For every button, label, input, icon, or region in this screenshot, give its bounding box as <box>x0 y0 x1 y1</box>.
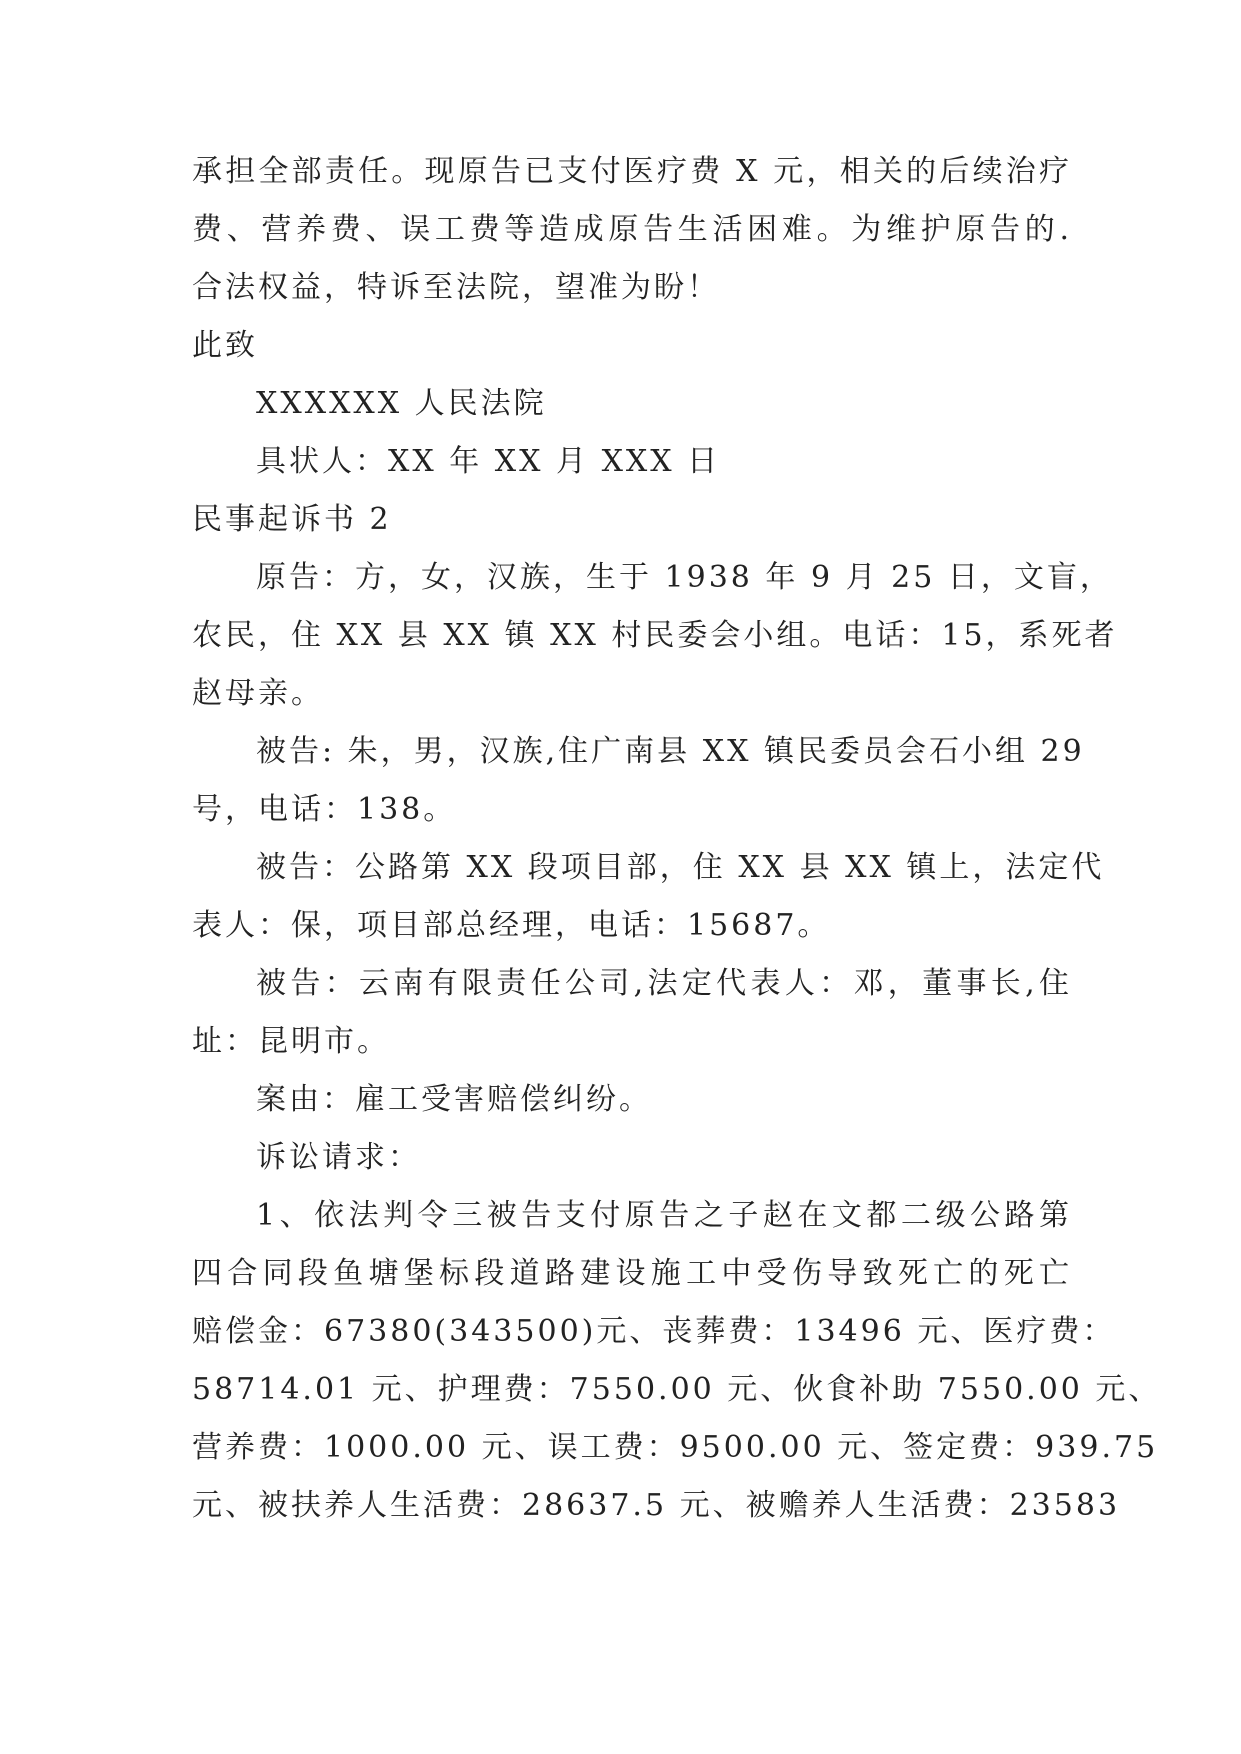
claim-item: 元、被扶养人生活费：28637.5 元、被赡养人生活费：23583 <box>192 1488 1121 1523</box>
defendant-info: 表人：保，项目部总经理，电话：15687。 <box>192 908 831 943</box>
plaintiff-info: 赵母亲。 <box>192 676 324 711</box>
claim-item: 58714.01 元、护理费：7550.00 元、伙食补助 7550.00 元、 <box>192 1372 1162 1407</box>
defendant-info: 被告：公路第 XX 段项目部，住 XX 县 XX 镇上，法定代 <box>256 850 1105 885</box>
case-cause: 案由：雇工受害赔偿纠纷。 <box>256 1082 652 1117</box>
body-line: 费、营养费、误工费等造成原告生活困难。为维护原告的. <box>192 212 1072 247</box>
defendant-info: 被告：云南有限责任公司,法定代表人：邓，董事长,住 <box>256 966 1072 1001</box>
closing-salutation: 此致 <box>192 328 258 363</box>
claim-item: 1、依法判令三被告支付原告之子赵在文都二级公路第 <box>256 1198 1072 1233</box>
plaintiff-info: 原告：方，女，汉族，生于 1938 年 9 月 25 日，文盲， <box>256 560 1113 595</box>
defendant-info: 被告: 朱，男，汉族,住广南县 XX 镇民委员会石小组 29 <box>256 734 1085 769</box>
plaintiff-info: 农民，住 XX 县 XX 镇 XX 村民委会小组。电话：15，系死者 <box>192 618 1118 653</box>
claims-heading: 诉讼请求： <box>256 1140 421 1175</box>
claim-item: 营养费：1000.00 元、误工费：9500.00 元、签定费：939.75 <box>192 1430 1159 1465</box>
claim-item: 赔偿金：67380(343500)元、丧葬费：13496 元、医疗费： <box>192 1314 1116 1349</box>
body-line: 合法权益，特诉至法院，望准为盼！ <box>192 270 720 305</box>
defendant-info: 号，电话：138。 <box>192 792 457 827</box>
defendant-info: 址：昆明市。 <box>192 1024 390 1059</box>
body-line: 承担全部责任。现原告已支付医疗费 X 元，相关的后续治疗 <box>192 154 1072 189</box>
claim-item: 四合同段鱼塘堡标段道路建设施工中受伤导致死亡的死亡 <box>192 1256 1072 1291</box>
section-title: 民事起诉书 2 <box>192 502 392 537</box>
court-name: XXXXXX 人民法院 <box>256 386 547 421</box>
signature-date: 具状人：XX 年 XX 月 XXX 日 <box>256 444 721 479</box>
